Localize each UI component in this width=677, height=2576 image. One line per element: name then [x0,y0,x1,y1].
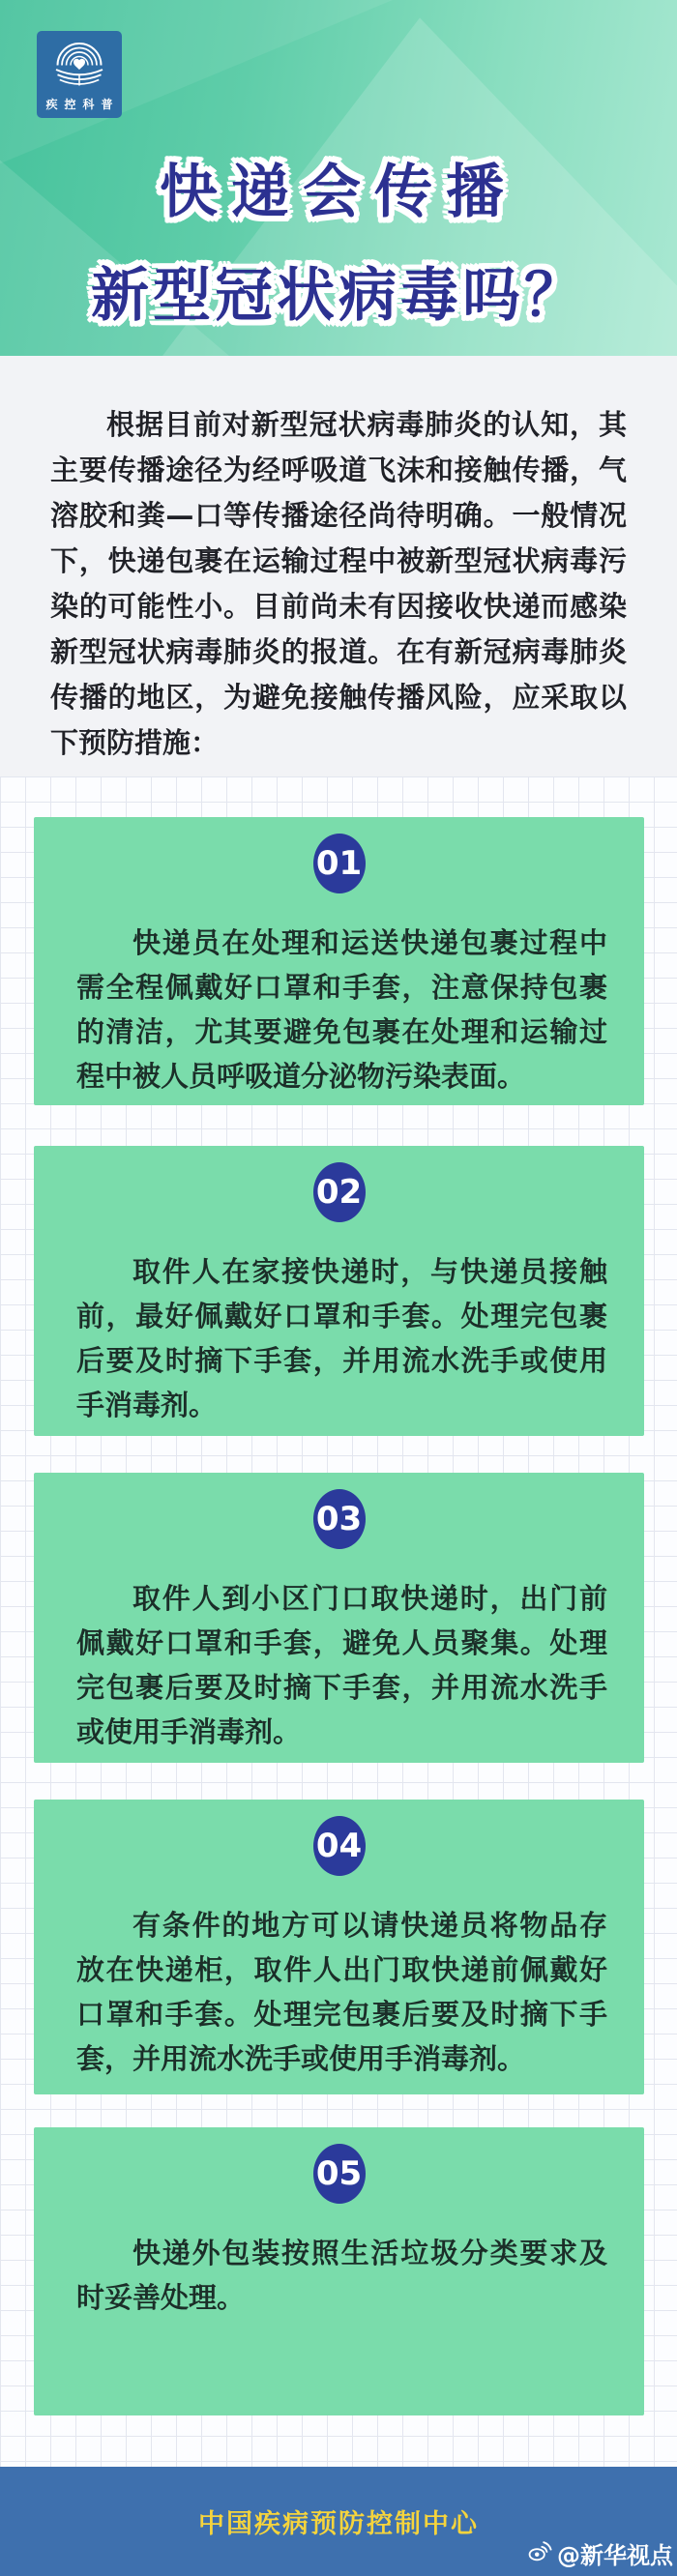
book-rainbow-icon [47,31,111,94]
step-text: 取件人到小区门口取快递时，出门前佩戴好口罩和手套，避免人员聚集。处理完包裹后要及时摘下手套，并用流水洗手或使用手消毒剂。 [76,1582,607,1748]
watermark [527,2536,673,2570]
step-text: 有条件的地方可以请快递员将物品存放在快递柜，取件人出门取快递前佩戴好口罩和手套。处理完包裹后要及时摘下手套，并用流水洗手或使用手消毒剂。 [76,1909,607,2075]
step-number-badge: 01 [313,834,366,893]
step-text: 快递外包装按照生活垃圾分类要求及时妥善处理。 [76,2237,607,2314]
logo-label: 疾控科普 [45,98,120,111]
step-number-badge: 04 [313,1816,366,1876]
step-number-badge: 05 [313,2144,366,2204]
step-text: 快递员在处理和运送快递包裹过程中需全程佩戴好口罩和手套，注意保持包裹的清洁，尤其要避免包裹在处理和运输过程中被人员呼吸道分泌物污染表面。 [76,926,607,1093]
step-card-02 [34,1146,644,1436]
poster-title [0,141,677,348]
step-number-badge: 03 [313,1489,366,1549]
cdc-science-logo [37,31,122,118]
weibo-icon [527,2538,552,2569]
step-card-05 [34,2127,644,2415]
title-line-2: 新型冠状病毒吗？ [91,262,586,330]
intro-paragraph: 根据目前对新型冠状病毒肺炎的认知，其主要传播途径为经呼吸道飞沫和接触传播，气溶胶和粪—口等传播途径尚待明确。一般情况下，快递包裹在运输过程中被新型冠状病毒污染的可能性小。目前尚未有因接收快递而感染新型冠状病毒肺炎的报道。在有新冠病毒肺炎传播的地区，为避免接触传播风险，应采取以下预防措施： [50,408,627,759]
step-card-04 [34,1800,644,2094]
watermark-handle: @新华视点 [557,2542,673,2569]
footer-bar [0,2467,677,2576]
step-number-badge: 02 [313,1162,366,1222]
step-text: 取件人在家接快递时，与快递员接触前，最好佩戴好口罩和手套。处理完包裹后要及时摘下手套，并用流水洗手或使用手消毒剂。 [76,1255,607,1421]
step-card-03 [34,1473,644,1763]
organization-name: 中国疾病预防控制中心 [198,2509,479,2539]
steps-section [0,776,677,2467]
header-banner [0,0,677,356]
intro-section [0,356,677,776]
title-line-1: 快递会传播 [160,159,517,226]
step-card-01 [34,817,644,1105]
